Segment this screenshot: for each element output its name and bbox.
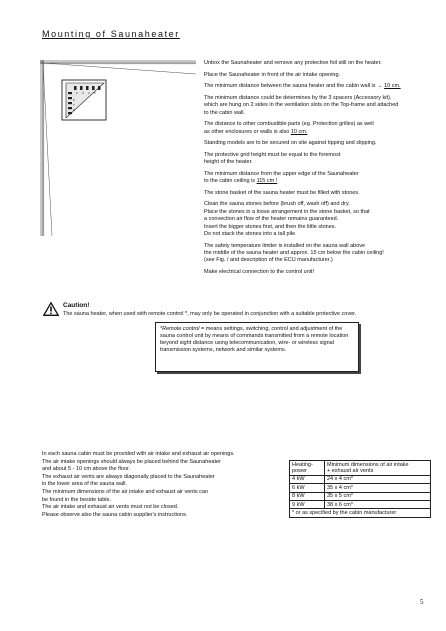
- caution-text: The sauna heater, when used with remote control *, may only be operated in conjunction with a suitable protective cover.: [63, 311, 357, 317]
- scale-label: 8: [73, 108, 75, 112]
- table-header-cell: Minimum dimensions of air intake + exhaust air vents: [325, 461, 431, 476]
- remote-control-definition-box: *Remote control = means settings, switching, control and adjustment of the sauna control unit by means of commands transmitted from a remote location beyond sight distance using telecommunication, wire- or wireless signal transmission systems, network and similar systems.: [155, 322, 359, 372]
- table-row: [290, 484, 431, 492]
- instruction-paragraph: Standing models are to be secured on site against tipping and slipping.: [204, 140, 377, 147]
- table-cell: 24 x 4 cm*: [325, 475, 431, 483]
- instruction-paragraph: The stone basket of the sauna heater must be filled with stones.: [204, 189, 360, 196]
- table-cell: 35 x 5 cm*: [325, 492, 431, 500]
- instruction-paragraph: The minimum distance between the sauna heater and the cabin wall is → 10 cm.: [204, 83, 401, 90]
- instruction-paragraph: Clean the sauna stones before (brush off, wash off) and dry. Place the stones in a loose arrangement in the stone basket, so that a convection air flow of the heater remains guaranteed. Insert the bigger stones first, and then the little stones. Do not stack the stones into a tall pile.: [204, 201, 370, 237]
- instruction-paragraph: Place the Saunaheater in front of the air intake opening.: [204, 71, 341, 78]
- ceiling-distance-value: 115 cm !: [256, 178, 278, 185]
- air-vent-instructions: In each sauna cabin must be provided with air intake and exhaust air openings. The air intake openings should always be placed behind the Saunaheater and about 5 - 10 cm above the floor. The exhaust air vents are always diagonally placed to the Saunaheater in the lower area of the sauna wall. The minimum dimensions of the air intake and exhaust air vents can be found in the beside table. The air intake and exhaust air vents must not be closed. Please observe also the sauna cabin supplier's instructions.: [42, 451, 235, 518]
- table-footnote-row: [290, 509, 431, 517]
- diagonal-line-top: [43, 63, 196, 74]
- table-cell: 6 kW: [290, 484, 325, 492]
- scale-label: 2: [76, 91, 78, 95]
- remote-control-term: *Remote control: [160, 326, 200, 332]
- table-cell: 35 x 4 cm*: [325, 484, 431, 492]
- instruction-paragraph: The distance to other combustible parts (eg. Protection grilles) as well as other enclosures or walls is also 10 cm.: [204, 121, 374, 135]
- table-cell: 4 kW: [290, 475, 325, 483]
- scale-label: 3: [82, 91, 84, 95]
- page-title: Mounting of Saunaheater: [42, 29, 180, 39]
- table-row: [290, 492, 431, 500]
- table-header-cell: Heating- power: [290, 461, 325, 476]
- table-footnote: * or as specified by the cabin manufacturer: [290, 509, 431, 517]
- table-cell: 38 x 6 cm*: [325, 501, 431, 509]
- instruction-paragraph: The protective grid height must be equal to the foremost height of the heater.: [204, 151, 341, 166]
- table-row: [290, 501, 431, 509]
- scale-label: 5: [94, 91, 96, 95]
- air-vent-dimensions-table: [289, 460, 431, 518]
- scale-label: 7: [73, 103, 75, 107]
- corner-mounting-diagram: [40, 60, 200, 240]
- instruction-paragraph: Make electrical connection to the control unit!: [204, 269, 315, 275]
- caution-title: Caution!: [63, 302, 90, 309]
- warning-triangle-icon: [43, 302, 59, 316]
- table-cell: 9 kW: [290, 501, 325, 509]
- arrow-right-icon: →: [377, 83, 383, 90]
- instruction-paragraph: Unbox the Saunaheater and remove any protective foil still on the heater.: [204, 60, 382, 66]
- page-number: 5: [420, 598, 424, 606]
- table-header-row: [290, 461, 431, 476]
- instruction-paragraph: The safety temperature limiter is installed on the sauna wall above the middle of the sauna heater and approx. 15 cm below the cabin ceiling! (see Fig. / and description of the ECU manufacturer.): [204, 242, 384, 264]
- distance-value: 10 cm.: [384, 83, 401, 90]
- scale-label: 6: [73, 98, 75, 102]
- table-row: [290, 475, 431, 483]
- scale-label: 4: [88, 91, 90, 95]
- table-cell: 8 kW: [290, 492, 325, 500]
- instruction-paragraph: The minimum distance could be determines by the 3 spacers (Accessory kit), which are hung on 2 sides in the ventilation slots on the Top-frame and attached to the cabin wall.: [204, 94, 399, 116]
- distance-value: 10 cm.: [290, 128, 308, 135]
- instruction-paragraph: The minimum distance from the upper edge of the Saunaheater to the cabin ceiling is 115 cm !: [204, 170, 359, 185]
- mounting-instructions: [204, 60, 436, 281]
- diagonal-line-left: [43, 63, 52, 236]
